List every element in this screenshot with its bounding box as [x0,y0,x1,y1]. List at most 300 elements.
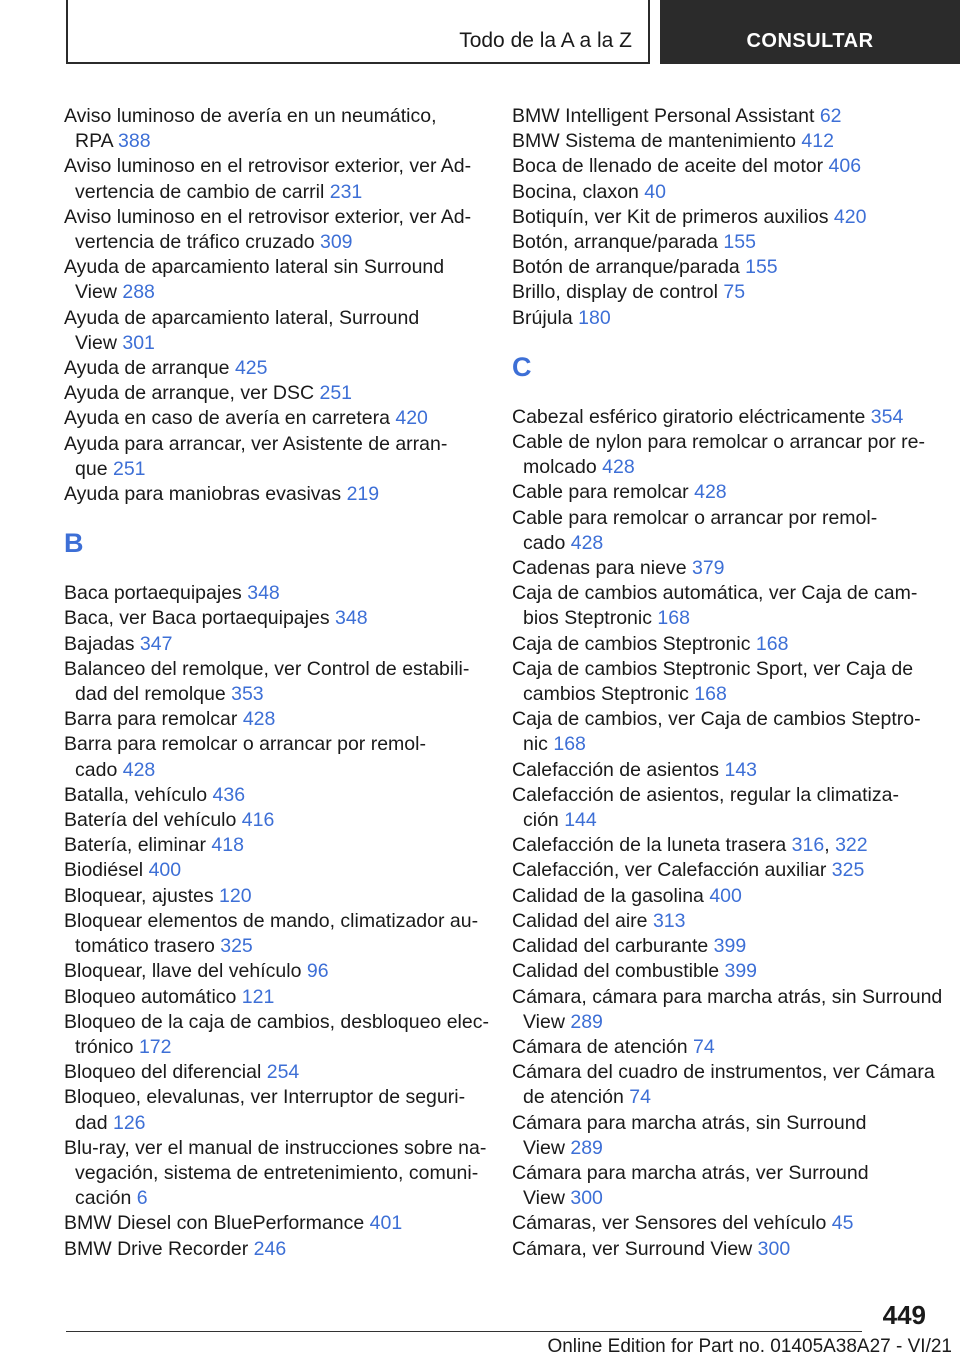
index-entry-line [512,255,932,280]
index-entry-text: Caja de cambios, ver Caja de cambios Steptro‐ [512,708,921,731]
index-entry [64,833,484,858]
index-entry-line [512,154,932,179]
page-reference-link[interactable]: 379 [691,557,725,580]
index-entry-line [64,205,484,230]
footer [0,1336,952,1358]
spacer [512,395,932,405]
index-entry-line [64,280,484,305]
page-reference-link[interactable]: 316 [791,834,825,857]
index-entry-line [512,985,943,1010]
index-entry-text: Bloqueo del diferencial [64,1061,262,1084]
index-entry [512,1211,932,1236]
page-reference-link[interactable]: 436 [212,783,246,806]
index-entry-text: Bloqueo de la caja de cambios, desbloqueo elec‐ [64,1010,489,1033]
index-entry-line [64,406,484,431]
index-entry [64,732,484,782]
index-entry [64,858,484,883]
page-reference-link[interactable]: 399 [724,960,758,983]
index-entry [64,406,484,431]
index-entry-line [512,959,932,984]
index-entry-text: Caja de cambios Steptronic Sport, ver Caja de [512,657,914,680]
index-entry [64,581,484,606]
index-entry-text: Biodiésel [64,859,144,882]
page-reference-link[interactable]: 168 [657,607,690,630]
page-reference-link[interactable]: 420 [395,407,428,430]
index-entry-line [64,1060,484,1085]
index-entry [64,1010,489,1060]
page-reference-link[interactable]: 309 [319,231,353,254]
index-entry-text: View [75,331,117,354]
index-entry-text: Botiquín, ver Kit de primeros auxilios [512,205,829,228]
index-entry-line [64,632,484,657]
index-entry-line [64,909,484,934]
index-entry-line [512,682,932,707]
index-entry [64,1136,487,1212]
index-entry-text: Baca, ver Baca portaequipajes [64,607,330,630]
index-entry-text: Ayuda en caso de avería en carretera [64,407,390,430]
index-entry [512,758,932,783]
index-entry-text: Batería del vehículo [64,809,237,832]
index-entry-line [64,657,484,682]
index-entry-line [64,230,484,255]
index-entry-text: Bajadas [64,632,135,655]
index-entry-line [512,858,932,883]
index-entry-text: Cable para remolcar [512,481,689,504]
page-reference-link[interactable]: 155 [745,256,778,279]
index-entry [512,959,932,984]
page-reference-link[interactable]: 348 [335,607,368,630]
index-entry-line [512,758,932,783]
index-entry [512,154,932,179]
index-entry [512,205,932,230]
page-reference-link[interactable]: 425 [234,357,268,380]
index-entry-text: trónico [75,1035,134,1058]
index-entry-line [64,682,484,707]
index-entry-line [64,833,484,858]
index-entry [64,1211,484,1236]
index-entry [512,1060,935,1110]
index-entry-line [512,506,932,531]
page-reference-link[interactable]: 428 [122,758,156,781]
index-column-left [64,104,489,1262]
index-entry-text: View [523,1187,565,1210]
page-reference-link[interactable]: 353 [231,683,264,706]
index-entry [64,1085,484,1135]
page-reference-link[interactable]: 416 [241,809,275,832]
footer-divider [66,1331,862,1332]
index-letter-heading: C [512,351,532,382]
page-reference-link[interactable]: 418 [211,834,244,857]
page-reference-link[interactable]: 325 [220,935,253,958]
index-entry-line [512,455,932,480]
index-entry-line [512,934,932,959]
index-entry-text: dad del remolque [75,683,226,706]
index-entry [512,306,932,331]
index-entry [64,1060,484,1085]
index-entry [512,430,932,480]
index-entry [512,632,932,657]
index-entry [64,657,484,707]
index-entry-line [64,482,484,507]
page-reference-link[interactable]: 231 [329,180,363,203]
page-reference-link[interactable]: 75 [723,281,746,304]
page-reference-link[interactable]: 354 [870,405,904,428]
index-entry-text: Boca de llenado de aceite del motor [512,155,824,178]
index-entry-line [512,280,932,305]
page-header [66,0,960,64]
index-entry-line [512,1237,932,1262]
index-entry-text: Aviso luminoso de avería en un neumático, [64,105,437,127]
index-entry-line [512,180,932,205]
index-entry-line [512,430,932,455]
index-entry-line [64,457,484,482]
page-reference-link[interactable]: 289 [570,1010,603,1033]
index-entry [512,180,932,205]
index-entry-line [512,556,932,581]
index-entry-text: Calidad del carburante [512,935,709,958]
index-entry-line [512,230,932,255]
index-entry-line [64,783,484,808]
index-entry [512,934,932,959]
index-entry-text: Bloquear, llave del vehículo [64,960,302,983]
index-entry-line [64,255,484,280]
page-reference-link[interactable]: 399 [713,935,747,958]
index-entry [512,506,932,556]
page-reference-link[interactable]: 289 [570,1136,603,1159]
index-entry [64,707,484,732]
index-entry-text: bios Steptronic [523,607,652,630]
index-entry [512,858,932,883]
index-entry-line [64,1161,484,1186]
index-entry-line [64,104,484,129]
page-reference-link[interactable]: 180 [578,306,611,329]
index-entry-text: Cámara para marcha atrás, ver Surround [512,1161,869,1184]
index-entry-text: BMW Sistema de mantenimiento [512,130,796,153]
index-entry [512,1161,932,1211]
index-entry [64,909,484,959]
index-entry-line [512,1111,932,1136]
page-reference-link[interactable]: 401 [369,1212,403,1235]
index-entry [512,1035,932,1060]
index-entry-text: Cadenas para nieve [512,557,687,580]
index-entry [64,255,484,305]
page-reference-link[interactable]: 428 [570,531,604,554]
page-reference-link[interactable]: 251 [112,457,146,480]
index-entry-text: Calefacción de asientos, regular la climatiza‐ [512,783,899,806]
index-entry-line [512,808,932,833]
index-entry-text: de atención [523,1086,624,1109]
index-entry [512,1111,932,1161]
index-entry-text: nic [523,733,548,756]
page-reference-link[interactable]: 96 [306,960,329,983]
index-entry-text: Cabezal esférico giratorio eléctricamente [512,405,866,428]
page-reference-link[interactable]: 428 [602,456,635,479]
index-entry-text: ción [523,809,559,832]
footer-edition: Online Edition for Part no. 01405A38A27 - VI/21 [547,1336,952,1357]
index-entry-line [64,808,484,833]
index-entry [64,985,484,1010]
index-entry-line [512,1186,932,1211]
page-reference-link[interactable]: 406 [828,155,862,178]
index-entry [64,959,484,984]
index-entry-line [512,732,932,757]
index-entry-line [64,581,484,606]
index-entry-line [64,934,484,959]
index-entry-line [64,154,484,179]
page-reference-link[interactable]: 313 [652,909,686,932]
active-tab-consultar[interactable] [660,0,960,64]
page-reference-link[interactable]: 126 [112,1111,146,1134]
index-entry [512,833,932,858]
index-entry [512,230,932,255]
page-reference-link[interactable]: 325 [831,859,865,882]
index-entry [64,632,484,657]
index-entry-line [64,331,484,356]
index-entry-text: dad [75,1111,108,1134]
index-entry-line [512,707,932,732]
index-entry-line [512,909,932,934]
index-entry [512,1237,932,1262]
index-entry-line [512,405,932,430]
index-entry [512,657,932,707]
index-entry-line [512,657,932,682]
page-reference-link[interactable]: 246 [253,1237,287,1260]
index-entry-text: Cámaras, ver Sensores del vehículo [512,1212,827,1235]
index-entry-line [64,858,484,883]
index-entry-line [512,1136,932,1161]
page-reference-link[interactable]: 219 [346,483,380,506]
page-reference-link[interactable]: 348 [247,582,280,605]
index-entry-text: Calefacción de la luneta trasera [512,834,787,857]
index-entry-text: Barra para remolcar [64,708,238,731]
index-entry-text: vegación, sistema de entretenimiento, comuni‐ [75,1161,479,1184]
index-entry-line: Calefacción de la luneta trasera 316, 322 [512,834,868,857]
index-entry-line [64,1237,484,1262]
index-entry [512,707,932,757]
page-reference-link[interactable]: 400 [709,884,742,907]
index-entry-text: Bloqueo, elevalunas, ver Interruptor de seguri‐ [64,1086,466,1109]
page-reference-link[interactable]: 300 [757,1237,791,1260]
page-reference-link[interactable]: 121 [241,985,275,1008]
index-entry-line [64,732,484,757]
index-entry-line [512,531,932,556]
index-entry-text: BMW Diesel con BluePerformance [64,1212,365,1235]
index-entry-line [512,1060,935,1085]
index-entry-text: Aviso luminoso en el retrovisor exterior, ver Ad‐ [64,155,472,178]
page-reference-link[interactable]: 428 [694,481,727,504]
index-entry-text: Ayuda para maniobras evasivas [64,483,342,506]
page-reference-link[interactable]: 420 [833,205,867,228]
index-entry [64,1237,484,1262]
index-entry [64,306,484,356]
page-reference-link[interactable]: 251 [319,382,353,405]
index-entry-text: cado [75,758,118,781]
index-entry [512,985,943,1035]
page-reference-link[interactable]: 301 [122,331,155,354]
page-reference-link[interactable]: 45 [831,1212,854,1235]
index-entry-text: Brillo, display de control [512,281,718,304]
index-entry-text: Bloquear, ajustes [64,884,214,907]
index-entry-text: RPA [75,130,113,153]
page-reference-link[interactable]: 400 [148,859,182,882]
index-entry-line [512,783,932,808]
index-entry-text: BMW Intelligent Personal Assistant [512,105,815,127]
index-entry [512,104,932,129]
index-entry-line [512,1035,932,1060]
index-entry-text: View [523,1136,565,1159]
index-entry-line [64,1136,487,1161]
index-entry-text: Balanceo del remolque, ver Control de estabili‐ [64,657,470,680]
index-entry-line [64,1211,484,1236]
page-reference-link[interactable]: 40 [644,180,666,203]
index-entry-line [512,205,932,230]
index-entry-text: cambios Steptronic [523,683,689,706]
index-entry-line [64,356,484,381]
index-entry-text: Bocina, claxon [512,180,639,203]
index-entry-text: Cámara, cámara para marcha atrás, sin Surround [512,985,943,1008]
index-entry [64,104,484,154]
page-reference-link[interactable]: 347 [139,632,173,655]
index-entry-text: View [75,281,117,304]
index-entry-line [64,129,484,154]
index-entry [64,606,484,631]
index-entry-line [64,1035,484,1060]
index-entry-text: tomático trasero [75,935,215,958]
index-entry-text: Bloquear elementos de mando, climatizador au‐ [64,909,479,932]
index-entry-line [512,884,932,909]
page-reference-link[interactable]: 322 [835,834,868,857]
index-entry-text: Barra para remolcar o arrancar por remol‐ [64,733,426,756]
spacer [64,571,484,581]
index-entry-text: Caja de cambios Steptronic [512,632,751,655]
index-entry-line [64,1111,484,1136]
page-reference-link[interactable]: 74 [693,1035,715,1058]
index-entry [64,808,484,833]
index-entry-line [64,606,484,631]
active-tab-label: CONSULTAR [746,30,874,52]
index-entry [512,280,932,305]
page-reference-link[interactable]: 254 [266,1061,300,1084]
page-reference-link[interactable]: 300 [570,1187,603,1210]
index-entry-text: View [523,1010,565,1033]
index-entry-text: Cámara para marcha atrás, sin Surround [512,1111,867,1134]
index-entry-text: Bloqueo automático [64,985,237,1008]
index-entry-text: Botón de arranque/parada [512,256,740,279]
index-entry-line [512,104,932,129]
index-entry-text: vertencia de cambio de carril [75,180,325,203]
page-reference-link[interactable]: 120 [219,884,252,907]
index-entry-line [512,1211,932,1236]
index-entry-line [64,959,484,984]
page-reference-link[interactable]: 143 [724,758,758,781]
index-entry-text: molcado [523,456,597,479]
page-reference-link[interactable]: 168 [755,632,789,655]
section-tab[interactable] [66,0,650,64]
index-entry-text: cación [75,1187,132,1210]
index-entry [64,205,484,255]
page-reference-link[interactable]: 155 [723,231,756,254]
index-entry [64,432,484,482]
index-entry [512,556,932,581]
index-entry-line [64,180,484,205]
index-entry-text: cado [523,531,566,554]
index-entry-line [64,1085,484,1110]
index-entry-line [64,884,484,909]
index-entry [512,255,932,280]
page-reference-link[interactable]: 74 [629,1086,651,1109]
index-entry-text: Brújula [512,306,573,329]
index-entry-text: Batalla, vehículo [64,783,208,806]
index-entry-line [512,632,932,657]
page-reference-link[interactable]: 172 [138,1035,172,1058]
index-entry-text: Ayuda de aparcamiento lateral, Surround [64,306,420,329]
page-number: 449 [882,1300,926,1330]
index-entry [64,884,484,909]
index-entry-text: Calefacción, ver Calefacción auxiliar [512,859,827,882]
index-entry-line [512,1161,932,1186]
index-entry [512,129,932,154]
index-entry-text: Baca portaequipajes [64,582,242,605]
page-reference-link[interactable]: 288 [122,281,155,304]
index-entry-text: Ayuda para arrancar, ver Asistente de arran‐ [64,432,448,455]
index-column-right [512,104,943,1262]
index-entry-text: Cable para remolcar o arrancar por remol‐ [512,506,878,529]
index-entry [512,783,932,833]
index-letter-heading: B [64,528,84,559]
index-entry-text: Cámara, ver Surround View [512,1237,753,1260]
page-reference-link[interactable]: 144 [564,809,597,832]
index-entry-text: que [75,457,108,480]
index-entry-text: Cámara del cuadro de instrumentos, ver Cámara [512,1061,935,1084]
index-entry [512,405,932,430]
index-entry-text: Blu-ray, ver el manual de instrucciones sobre na‐ [64,1136,487,1159]
index-entry-text: Cámara de atención [512,1035,688,1058]
index-entry-line [64,1010,489,1035]
index-entry-line [64,758,484,783]
page-reference-link[interactable]: 168 [694,683,727,706]
index-entry-line [64,707,484,732]
index-entry-text: Calidad del aire [512,909,648,932]
page-reference-link[interactable]: 168 [553,733,586,756]
index-entry [64,783,484,808]
index-entry-line [512,1085,932,1110]
page-reference-link[interactable]: 62 [819,105,842,127]
index-entry-text: Calidad de la gasolina [512,884,704,907]
page-reference-link[interactable]: 388 [118,130,151,153]
page-reference-link[interactable]: 428 [242,708,276,731]
index-entry-text: vertencia de tráfico cruzado [75,231,315,254]
index-entry-text: Batería, eliminar [64,834,206,857]
index-entry-line [64,381,484,406]
index-entry-line [512,606,932,631]
index-entry-text: Ayuda de arranque [64,357,230,380]
index-entry [512,884,932,909]
index-entry-text: Caja de cambios automática, ver Caja de cam‐ [512,582,918,605]
index-entry-line [512,306,932,331]
index-entry-line [64,306,484,331]
index-entry-line [512,480,932,505]
index-entry [64,356,484,381]
page-reference-link[interactable]: 6 [136,1187,148,1210]
index-entry [64,482,484,507]
index-entry [512,581,932,631]
index-entry-line [64,1186,484,1211]
page-reference-link[interactable]: 412 [801,130,834,153]
index-entry-line [512,1010,932,1035]
index-entry [512,909,932,934]
index-entry-line [64,432,484,457]
index-entry-text: Botón, arranque/parada [512,231,718,254]
